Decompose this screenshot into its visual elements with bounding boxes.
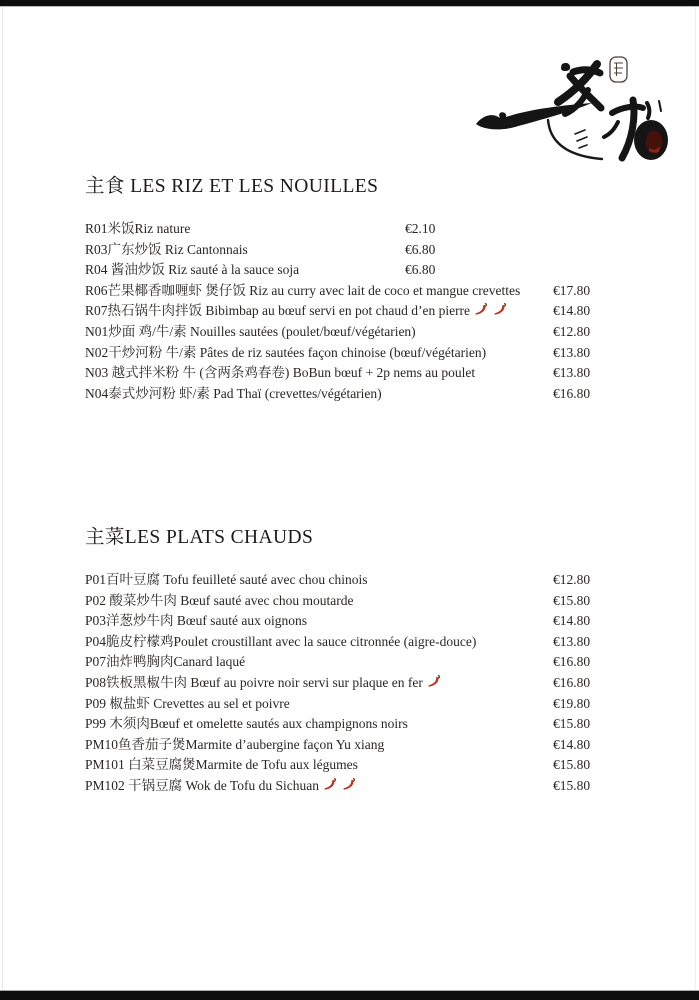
menu-item-price: €15.80	[553, 757, 591, 773]
restaurant-logo	[470, 50, 695, 170]
seal-stamp-icon	[610, 57, 627, 82]
menu-item-label: P02 酸菜炒牛肉 Bœuf sauté avec chou moutarde	[85, 592, 354, 608]
menu-item-label: R01米饭Riz nature	[85, 221, 191, 236]
chili-pepper-icon	[323, 778, 338, 791]
section-title-riz-et-nouilles: 主食 LES RIZ ET LES NOUILLES	[85, 176, 379, 197]
menu-item-label: N02干炒河粉 牛/素 Pâtes de riz sautées façon chinoise (bœuf/végétarien)	[85, 344, 487, 360]
menu-item-label: P08铁板黑椒牛肉 Bœuf au poivre noir servi sur plaque en fer	[85, 674, 423, 690]
menu-item-label: P09 椒盐虾 Crevettes au sel et poivre	[85, 695, 290, 711]
menu-item-row	[0, 652, 699, 673]
chili-pepper-icon	[493, 303, 508, 316]
menu-item-label: PM10鱼香茄子煲Marmite d’aubergine façon Yu xiang	[85, 736, 385, 752]
menu-item-label: R06芒果椰香咖喱虾 煲仔饭 Riz au curry avec lait de coco et mangue crevettes	[85, 282, 521, 298]
menu-item-row	[0, 219, 699, 240]
menu-item-row	[0, 240, 699, 261]
menu-item-row	[0, 301, 699, 322]
menu-item-label: PM101 白菜豆腐煲Marmite de Tofu aux légumes	[85, 757, 358, 773]
menu-item-label: N01炒面 鸡/牛/素 Nouilles sautées (poulet/bœuf/végétarien)	[85, 323, 416, 339]
menu-item-label: N04泰式炒河粉 虾/素 Pad Thaï (crevettes/végétarien)	[85, 385, 382, 401]
menu-item-price: €6.80	[405, 241, 436, 257]
chili-pepper-icon	[474, 303, 489, 316]
menu-item-price: €13.80	[553, 633, 591, 649]
menu-item-row	[0, 776, 699, 797]
menu-item-price: €15.80	[553, 592, 591, 608]
menu-item-price: €14.80	[553, 613, 591, 629]
menu-item-price: €16.80	[553, 654, 591, 670]
menu-item-label: R04 酱油炒饭 Riz sauté à la sauce soja	[85, 262, 300, 278]
menu-item-label: P99 木须肉Bœuf et omelette sautés aux champignons noirs	[85, 716, 408, 732]
menu-item-label: P07油炸鸭胸肉Canard laqué	[85, 654, 246, 670]
chili-icon	[342, 777, 357, 798]
menu-item-row	[0, 611, 699, 632]
menu-item-row	[0, 343, 699, 364]
menu-item-row	[0, 632, 699, 653]
menu-item-price: €12.80	[553, 572, 591, 587]
menu-item-price: €17.80	[553, 282, 591, 298]
menu-item-price: €12.80	[553, 323, 591, 339]
menu-item-row	[0, 714, 699, 735]
menu-item-price: €14.80	[553, 736, 591, 752]
menu-item-price: €19.80	[553, 695, 591, 711]
calligraphy-logo-icon	[470, 50, 695, 170]
top-border	[0, 0, 699, 7]
menu-item-row	[0, 384, 699, 405]
menu-item-row	[0, 322, 699, 343]
chili-icon	[427, 674, 442, 695]
menu-item-label: PM102 干锅豆腐 Wok de Tofu du Sichuan	[85, 777, 319, 793]
menu-item-row	[0, 570, 699, 591]
chili-icon	[493, 302, 508, 323]
bottom-border	[0, 990, 699, 1000]
chili-pepper-icon	[342, 778, 357, 791]
menu-item-row	[0, 673, 699, 694]
menu-list-0	[0, 219, 699, 404]
menu-item-label: P03洋葱炒牛肉 Bœuf sauté aux oignons	[85, 613, 307, 629]
menu-item-row	[0, 735, 699, 756]
chili-pepper-icon	[427, 675, 442, 688]
menu-item-label: P04脆皮柠檬鸡Poulet croustillant avec la sauce citronnée (aigre-douce)	[85, 633, 477, 649]
menu-item-row	[0, 591, 699, 612]
menu-item-row	[0, 363, 699, 384]
menu-item-label: R03广东炒饭 Riz Cantonnais	[85, 241, 248, 257]
menu-item-row	[0, 694, 699, 715]
menu-item-price: €13.80	[553, 365, 591, 381]
menu-item-row	[0, 755, 699, 776]
menu-item-label: N03 越式拌米粉 牛 (含两条鸡春卷) BoBun bœuf + 2p nems au poulet	[85, 365, 476, 381]
menu-item-price: €16.80	[553, 385, 591, 401]
menu-item-row	[0, 260, 699, 281]
chili-icon	[323, 777, 338, 798]
menu-item-label: R07热石锅牛肉拌饭 Bibimbap au bœuf servi en pot chaud d’en pierre	[85, 303, 471, 319]
menu-list-1	[0, 570, 699, 797]
menu-item-price: €2.10	[405, 221, 436, 236]
right-scan-edge	[695, 7, 696, 990]
menu-item-label: P01百叶豆腐 Tofu feuilleté sauté avec chou chinois	[85, 572, 368, 587]
chili-icon	[474, 302, 489, 323]
menu-item-price: €16.80	[553, 674, 591, 690]
menu-item-row	[0, 281, 699, 302]
left-scan-edge	[2, 7, 3, 990]
menu-item-price: €15.80	[553, 716, 591, 732]
section-title-plats-chauds: 主菜LES PLATS CHAUDS	[85, 527, 314, 548]
menu-item-price: €13.80	[553, 344, 591, 360]
menu-item-price: €6.80	[405, 262, 436, 278]
menu-item-price: €15.80	[553, 777, 591, 793]
menu-item-price: €14.80	[553, 303, 591, 319]
